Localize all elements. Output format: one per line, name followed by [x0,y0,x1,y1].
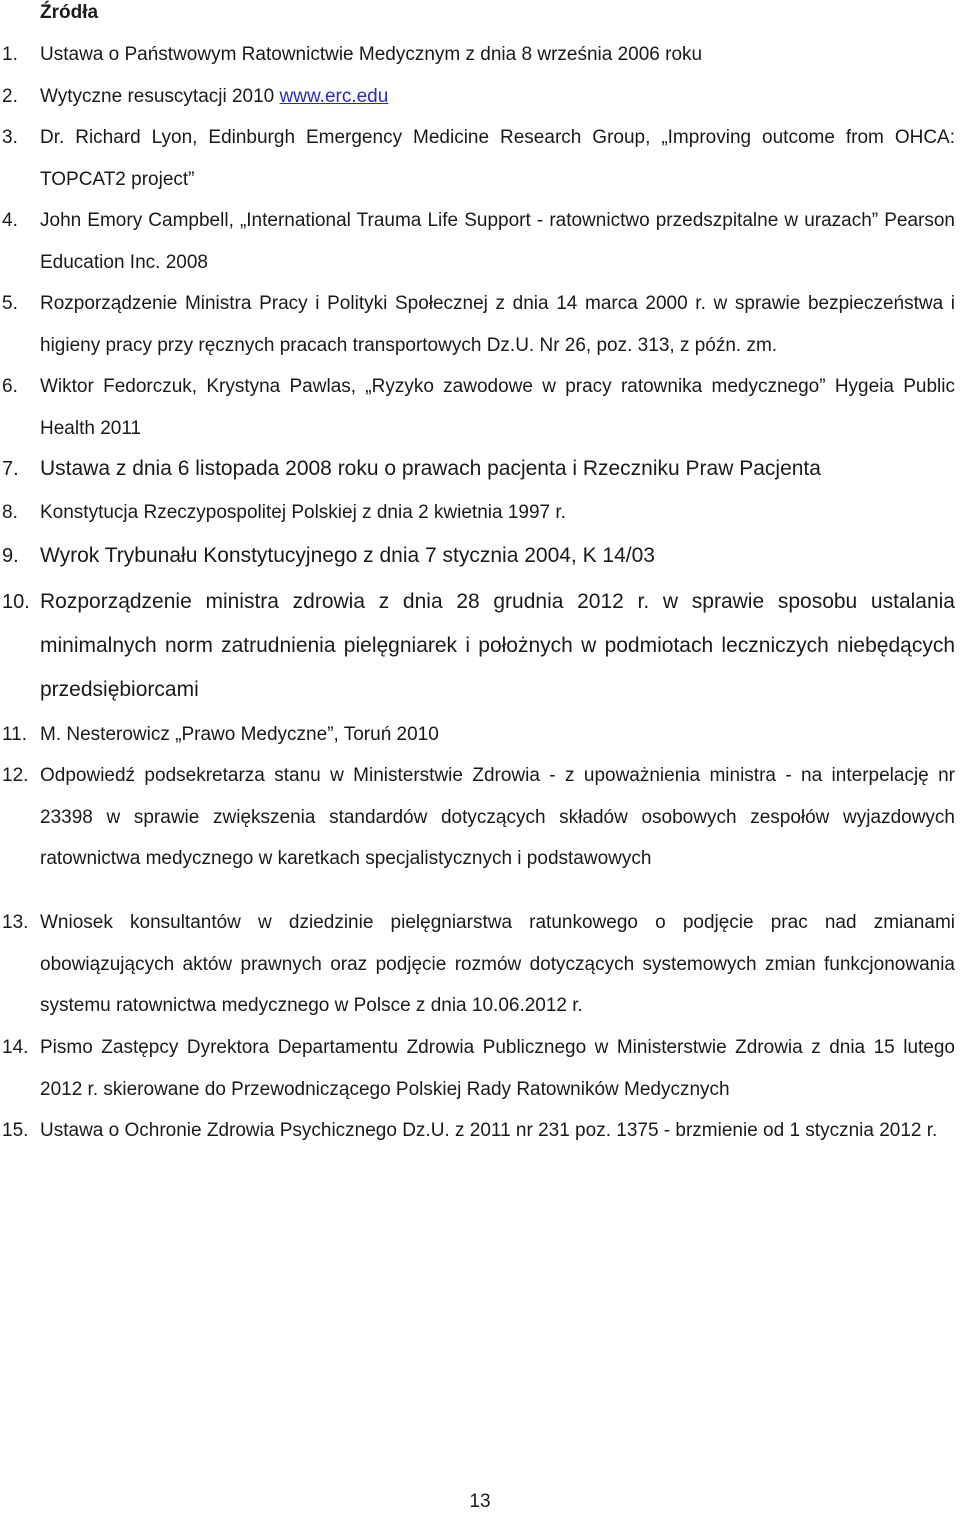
reference-text: Dr. Richard Lyon, Edinburgh Emergency Medicine Research Group, „Improving outcome from OHCA: TOPCAT2 project” [40,127,955,190]
reference-text: Wyrok Trybunału Konstytucyjnego z dnia 7 stycznia 2004, K 14/03 [40,544,655,567]
reference-text [40,76,955,118]
reference-text: Ustawa z dnia 6 listopada 2008 roku o prawach pacjenta i Rzeczniku Praw Pacjenta [40,457,821,480]
reference-text: Rozporządzenie ministra zdrowia z dnia 28 grudnia 2012 r. w sprawie sposobu ustalania minimalnych norm zatrudnienia pielęgniarek i położnych w podmiotach leczniczych niebędących przedsiębiorcami [40,590,955,701]
reference-number: 15. [2,1120,29,1141]
reference-text: M. Nesterowicz „Prawo Medyczne”, Toruń 2010 [40,724,439,745]
reference-text-prefix: Wytyczne resuscytacji 2010 [40,86,280,107]
reference-text: Pismo Zastępcy Dyrektora Departamentu Zdrowia Publicznego w Ministerstwie Zdrowia z dnia 15 lutego 2012 r. skierowane do Przewodniczącego Polskiej Rady Ratowników Medycznych [40,1037,955,1100]
reference-number: 7. [2,458,19,480]
reference-number: 11. [2,724,28,745]
reference-number: 8. [2,502,18,523]
reference-text: Konstytucja Rzeczypospolitej Polskiej z dnia 2 kwietnia 1997 r. [40,502,566,523]
reference-text: Rozporządzenie Ministra Pracy i Polityki Społecznej z dnia 14 marca 2000 r. w sprawie bezpieczeństwa i higieny pracy przy ręcznych pracach transportowych Dz.U. Nr 26, poz. 313, z późn. zm. [40,293,955,356]
page-number: 13 [469,1491,491,1512]
reference-number: 2. [2,86,18,107]
erc-link[interactable]: www.erc.edu [279,86,389,107]
reference-number: 5. [2,293,18,314]
reference-text: Ustawa o Państwowym Ratownictwie Medycznym z dnia 8 września 2006 roku [40,44,703,65]
reference-number: 4. [2,210,18,231]
reference-number: 13. [2,912,29,933]
sources-heading: Źródła [40,2,99,23]
reference-number: 14. [2,1037,29,1058]
reference-text: Odpowiedź podsekretarza stanu w Ministerstwie Zdrowia - z upoważnienia ministra - na interpelację nr 23398 w sprawie zwiększenia standardów dotyczących składów osobowych zespołów wyjazdowych ratownictwa medycznego w karetkach specjalistycznych i podstawowych [40,765,955,869]
reference-text: Ustawa o Ochronie Zdrowia Psychicznego Dz.U. z 2011 nr 231 poz. 1375 - brzmienie od 1 stycznia 2012 r. [40,1120,938,1141]
reference-number: 10. [2,591,30,613]
reference-number: 9. [2,545,19,567]
reference-number: 6. [2,376,18,397]
reference-text: Wiktor Fedorczuk, Krystyna Pawlas, „Ryzyko zawodowe w pracy ratownika medycznego” Hygeia Public Health 2011 [40,376,955,439]
reference-number: 3. [2,127,18,148]
reference-number: 1. [2,44,18,65]
reference-text: Wniosek konsultantów w dziedzinie pielęgniarstwa ratunkowego o podjęcie prac nad zmianami obowiązujących aktów prawnych oraz podjęcie rozmów dotyczących systemowych zmian funkcjonowania systemu ratownictwa medycznego w Polsce z dnia 10.06.2012 r. [40,912,955,1016]
reference-number: 12. [2,765,29,786]
reference-text: John Emory Campbell, „International Trauma Life Support - ratownictwo przedszpitalne w urazach” Pearson Education Inc. 2008 [40,210,955,273]
